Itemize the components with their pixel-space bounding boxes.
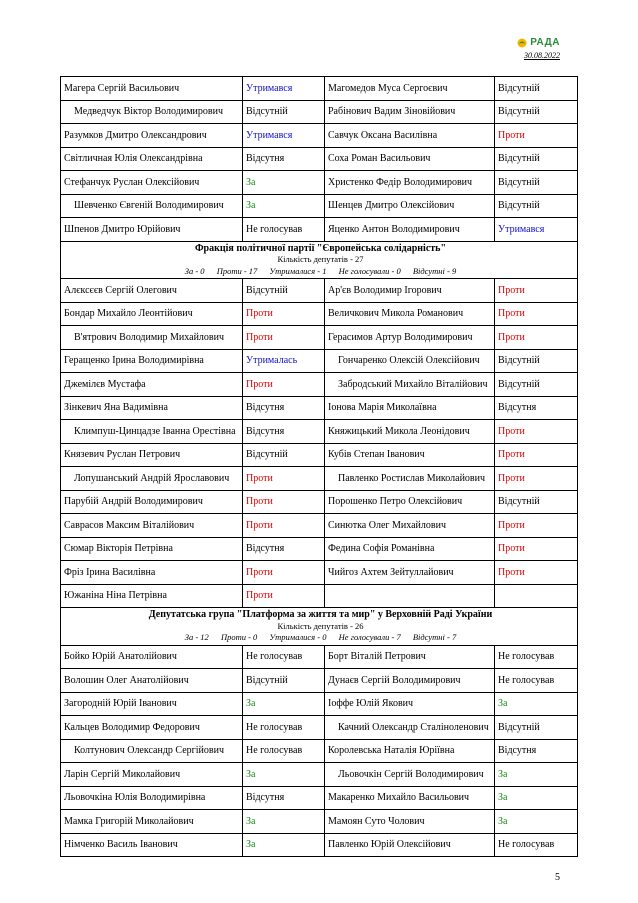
vote-status: Проти: [495, 326, 578, 350]
deputy-name: Соха Роман Васильович: [325, 147, 495, 171]
deputy-name: Савчук Оксана Василівна: [325, 124, 495, 148]
deputy-name: Чийгоз Ахтем Зейтуллайович: [325, 561, 495, 585]
vote-status: Проти: [495, 537, 578, 561]
vote-status: Утримався: [243, 77, 325, 101]
vote-status: За: [243, 810, 325, 834]
table-row: [61, 467, 578, 491]
deputy-name: [325, 584, 495, 608]
deputy-name: Королевська Наталія Юріївна: [325, 739, 495, 763]
vote-status: Відсутня: [495, 739, 578, 763]
deputy-name: Синютка Олег Михайлович: [325, 514, 495, 538]
deputy-name: Князевич Руслан Петрович: [61, 443, 243, 467]
rows-group-a: [61, 77, 578, 242]
vote-status: Проти: [495, 443, 578, 467]
table-row: [61, 194, 578, 218]
deputy-name: Парубій Андрій Володимирович: [61, 490, 243, 514]
rows-group-b: [61, 279, 578, 608]
vote-status: Відсутній: [495, 490, 578, 514]
deputy-name: Княжицький Микола Леонідович: [325, 420, 495, 444]
deputy-name: Магера Сергій Васильович: [61, 77, 243, 101]
deputy-name: Фріз Ірина Василівна: [61, 561, 243, 585]
vote-status: Не голосував: [243, 716, 325, 740]
table-row: [61, 514, 578, 538]
vote-status: Відсутній: [243, 100, 325, 124]
vote-status: Відсутній: [495, 171, 578, 195]
vote-status: Відсутній: [495, 349, 578, 373]
deputy-name: Алєксєєв Сергій Олегович: [61, 279, 243, 303]
vote-status: Відсутній: [243, 443, 325, 467]
deputy-name: Іонова Марія Миколаївна: [325, 396, 495, 420]
table-row: [61, 645, 578, 669]
faction-stats: [64, 632, 577, 644]
deputy-name: Магомедов Муса Сергоєвич: [325, 77, 495, 101]
stat-proty: Проти - 17: [216, 265, 258, 276]
deputy-name: Забродський Михайло Віталійович: [325, 373, 495, 397]
vote-status: Відсутня: [495, 396, 578, 420]
stat-za: За - 0: [184, 265, 205, 276]
vote-status: Відсутній: [243, 669, 325, 693]
logo-text: РАДА: [530, 37, 560, 48]
table-row: [61, 77, 578, 101]
deputy-name: Макаренко Михайло Васильович: [325, 786, 495, 810]
vote-status: [495, 584, 578, 608]
vote-status: Проти: [243, 373, 325, 397]
vote-status: За: [495, 810, 578, 834]
table-row: [61, 443, 578, 467]
deputy-name: Саврасов Максим Віталійович: [61, 514, 243, 538]
deputy-name: Медведчук Віктор Володимирович: [61, 100, 243, 124]
table-row: [61, 692, 578, 716]
deputy-name: Світличная Юлія Олександрівна: [61, 147, 243, 171]
deputy-name: Кубів Степан Іванович: [325, 443, 495, 467]
vote-status: Проти: [495, 302, 578, 326]
deputy-name: Климпуш-Цинцадзе Іванна Орестівна: [61, 420, 243, 444]
stat-utrymalysia: Утрималися - 1: [269, 265, 327, 276]
vote-status: За: [495, 786, 578, 810]
deputy-name: Мамоян Суто Чолович: [325, 810, 495, 834]
table-row: [61, 326, 578, 350]
deputy-name: Шенцев Дмитро Олексійович: [325, 194, 495, 218]
vote-status: Відсутня: [243, 537, 325, 561]
stat-utrymalysia: Утрималися - 0: [269, 632, 327, 642]
stat-vidsutni: Відсутні - 9: [412, 265, 457, 276]
deputy-name: Бойко Юрій Анатолійович: [61, 645, 243, 669]
deputy-name: Гончаренко Олексій Олексійович: [325, 349, 495, 373]
table-row: [61, 171, 578, 195]
vote-status: За: [243, 763, 325, 787]
vote-status: Відсутній: [495, 147, 578, 171]
vote-status: Відсутній: [495, 194, 578, 218]
deputy-name: Джемілєв Мустафа: [61, 373, 243, 397]
deputy-name: Павленко Юрій Олексійович: [325, 833, 495, 857]
deputy-name: Сюмар Вікторія Петрівна: [61, 537, 243, 561]
table-row: [61, 420, 578, 444]
deputy-name: Іоффе Юлій Якович: [325, 692, 495, 716]
deputy-name: Бондар Михайло Леонтійович: [61, 302, 243, 326]
faction-stats: [64, 266, 577, 278]
table-row: [61, 786, 578, 810]
deputy-name: Дунаєв Сергій Володимирович: [325, 669, 495, 693]
vote-status: Відсутня: [243, 147, 325, 171]
deputy-name: Рабінович Вадим Зіновійович: [325, 100, 495, 124]
rows-group-c: [61, 645, 578, 857]
deputy-name: Южаніна Ніна Петрівна: [61, 584, 243, 608]
faction-count: Кількість депутатів - 27: [277, 254, 364, 264]
vote-status: За: [243, 833, 325, 857]
table-row: [61, 537, 578, 561]
table-row: [61, 810, 578, 834]
deputy-name: Яценко Антон Володимирович: [325, 218, 495, 242]
page-number: 5: [555, 872, 560, 883]
vote-status: Проти: [243, 467, 325, 491]
deputy-name: Мамка Григорій Миколайович: [61, 810, 243, 834]
deputy-name: Порошенко Петро Олексійович: [325, 490, 495, 514]
vote-status: Відсутній: [495, 716, 578, 740]
vote-status: Відсутня: [243, 396, 325, 420]
table-row: [61, 833, 578, 857]
vote-status: Проти: [495, 420, 578, 444]
deputy-name: В'ятрович Володимир Михайлович: [61, 326, 243, 350]
table-row: [61, 763, 578, 787]
faction-title: Фракція політичної партії "Європейська солідарність": [194, 242, 447, 254]
deputy-name: Загородній Юрій Іванович: [61, 692, 243, 716]
deputy-name: Зінкевич Яна Вадимівна: [61, 396, 243, 420]
deputy-name: Кальцев Володимир Федорович: [61, 716, 243, 740]
vote-status: Утрималась: [243, 349, 325, 373]
deputy-name: Христенко Федір Володимирович: [325, 171, 495, 195]
deputy-name: Павленко Ростислав Миколайович: [325, 467, 495, 491]
deputy-name: Разумков Дмитро Олександрович: [61, 124, 243, 148]
faction-header-european-solidarity: [61, 241, 578, 279]
table-row: [61, 373, 578, 397]
vote-status: Проти: [243, 302, 325, 326]
table-row: [61, 124, 578, 148]
table-row: [61, 669, 578, 693]
faction-cell: [61, 608, 578, 646]
table-row: [61, 561, 578, 585]
vote-status: Не голосував: [495, 833, 578, 857]
vote-status: Проти: [495, 124, 578, 148]
deputy-name: Величкович Микола Романович: [325, 302, 495, 326]
table-row: [61, 490, 578, 514]
vote-status: Не голосував: [243, 739, 325, 763]
stat-za: За - 12: [184, 632, 209, 642]
deputy-name: Німченко Василь Іванович: [61, 833, 243, 857]
vote-status: Проти: [243, 561, 325, 585]
table-row: [61, 349, 578, 373]
vote-status: Відсутній: [495, 77, 578, 101]
deputy-name: Ар'єв Володимир Ігорович: [325, 279, 495, 303]
deputy-name: Льовочкіна Юлія Володимирівна: [61, 786, 243, 810]
deputy-name: Федина Софія Романівна: [325, 537, 495, 561]
deputy-name: Шевченко Євгеній Володимирович: [61, 194, 243, 218]
vote-status: Відсутній: [243, 279, 325, 303]
faction-count: Кількість депутатів - 26: [277, 620, 364, 631]
deputy-name: Качний Олександр Сталіноленович: [325, 716, 495, 740]
vote-results-table: [60, 76, 578, 857]
table-row: [61, 147, 578, 171]
deputy-name: Борт Віталій Петрович: [325, 645, 495, 669]
vote-status: Відсутня: [243, 786, 325, 810]
vote-status: Проти: [243, 326, 325, 350]
vote-status: Утримався: [243, 124, 325, 148]
vote-status: Проти: [495, 561, 578, 585]
deputy-name: Льовочкін Сергій Володимирович: [325, 763, 495, 787]
deputy-name: Стефанчук Руслан Олексійович: [61, 171, 243, 195]
table-row: [61, 716, 578, 740]
table-row: [61, 100, 578, 124]
deputy-name: Волошин Олег Анатолійович: [61, 669, 243, 693]
table-row: [61, 396, 578, 420]
vote-status: Проти: [495, 467, 578, 491]
vote-status: Не голосував: [243, 218, 325, 242]
stat-ne-holosuvaly: Не голосували - 0: [338, 265, 401, 276]
vote-status: Відсутній: [495, 100, 578, 124]
table-row: [61, 279, 578, 303]
document-date: 30.08.2022: [524, 51, 560, 60]
stat-ne-holosuvaly: Не голосували - 7: [338, 632, 401, 642]
deputy-name: Геращенко Ірина Володимирівна: [61, 349, 243, 373]
vote-status: Відсутня: [243, 420, 325, 444]
faction-header-platform-for-life: [61, 608, 578, 646]
table-row: [61, 218, 578, 242]
vote-status: Відсутній: [495, 373, 578, 397]
vote-status: За: [243, 692, 325, 716]
table-row: [61, 739, 578, 763]
vote-status: За: [495, 692, 578, 716]
vote-status: Не голосував: [495, 669, 578, 693]
deputy-name: Шпенов Дмитро Юрійович: [61, 218, 243, 242]
vote-status: За: [495, 763, 578, 787]
table-row: [61, 584, 578, 608]
vote-status: Не голосував: [495, 645, 578, 669]
vote-status: Проти: [243, 584, 325, 608]
table-row: [61, 302, 578, 326]
vote-status: Утримався: [495, 218, 578, 242]
deputy-name: Лопушанський Андрій Ярославович: [61, 467, 243, 491]
vote-status: Проти: [495, 514, 578, 538]
logo-emblem-icon: [517, 38, 527, 48]
vote-status: За: [243, 171, 325, 195]
deputy-name: Ларін Сергій Миколайович: [61, 763, 243, 787]
rada-logo: [517, 37, 560, 48]
deputy-name: Герасимов Артур Володимирович: [325, 326, 495, 350]
deputy-name: Колтунович Олександр Сергійович: [61, 739, 243, 763]
stat-proty: Проти - 0: [220, 632, 258, 642]
stat-vidsutni: Відсутні - 7: [412, 632, 457, 642]
vote-status: Проти: [495, 279, 578, 303]
vote-status: За: [243, 194, 325, 218]
vote-status: Не голосував: [243, 645, 325, 669]
faction-cell: [61, 241, 578, 279]
faction-title: Депутатська група "Платформа за життя та мир" у Верховній Раді України: [148, 609, 493, 620]
vote-status: Проти: [243, 490, 325, 514]
vote-status: Проти: [243, 514, 325, 538]
